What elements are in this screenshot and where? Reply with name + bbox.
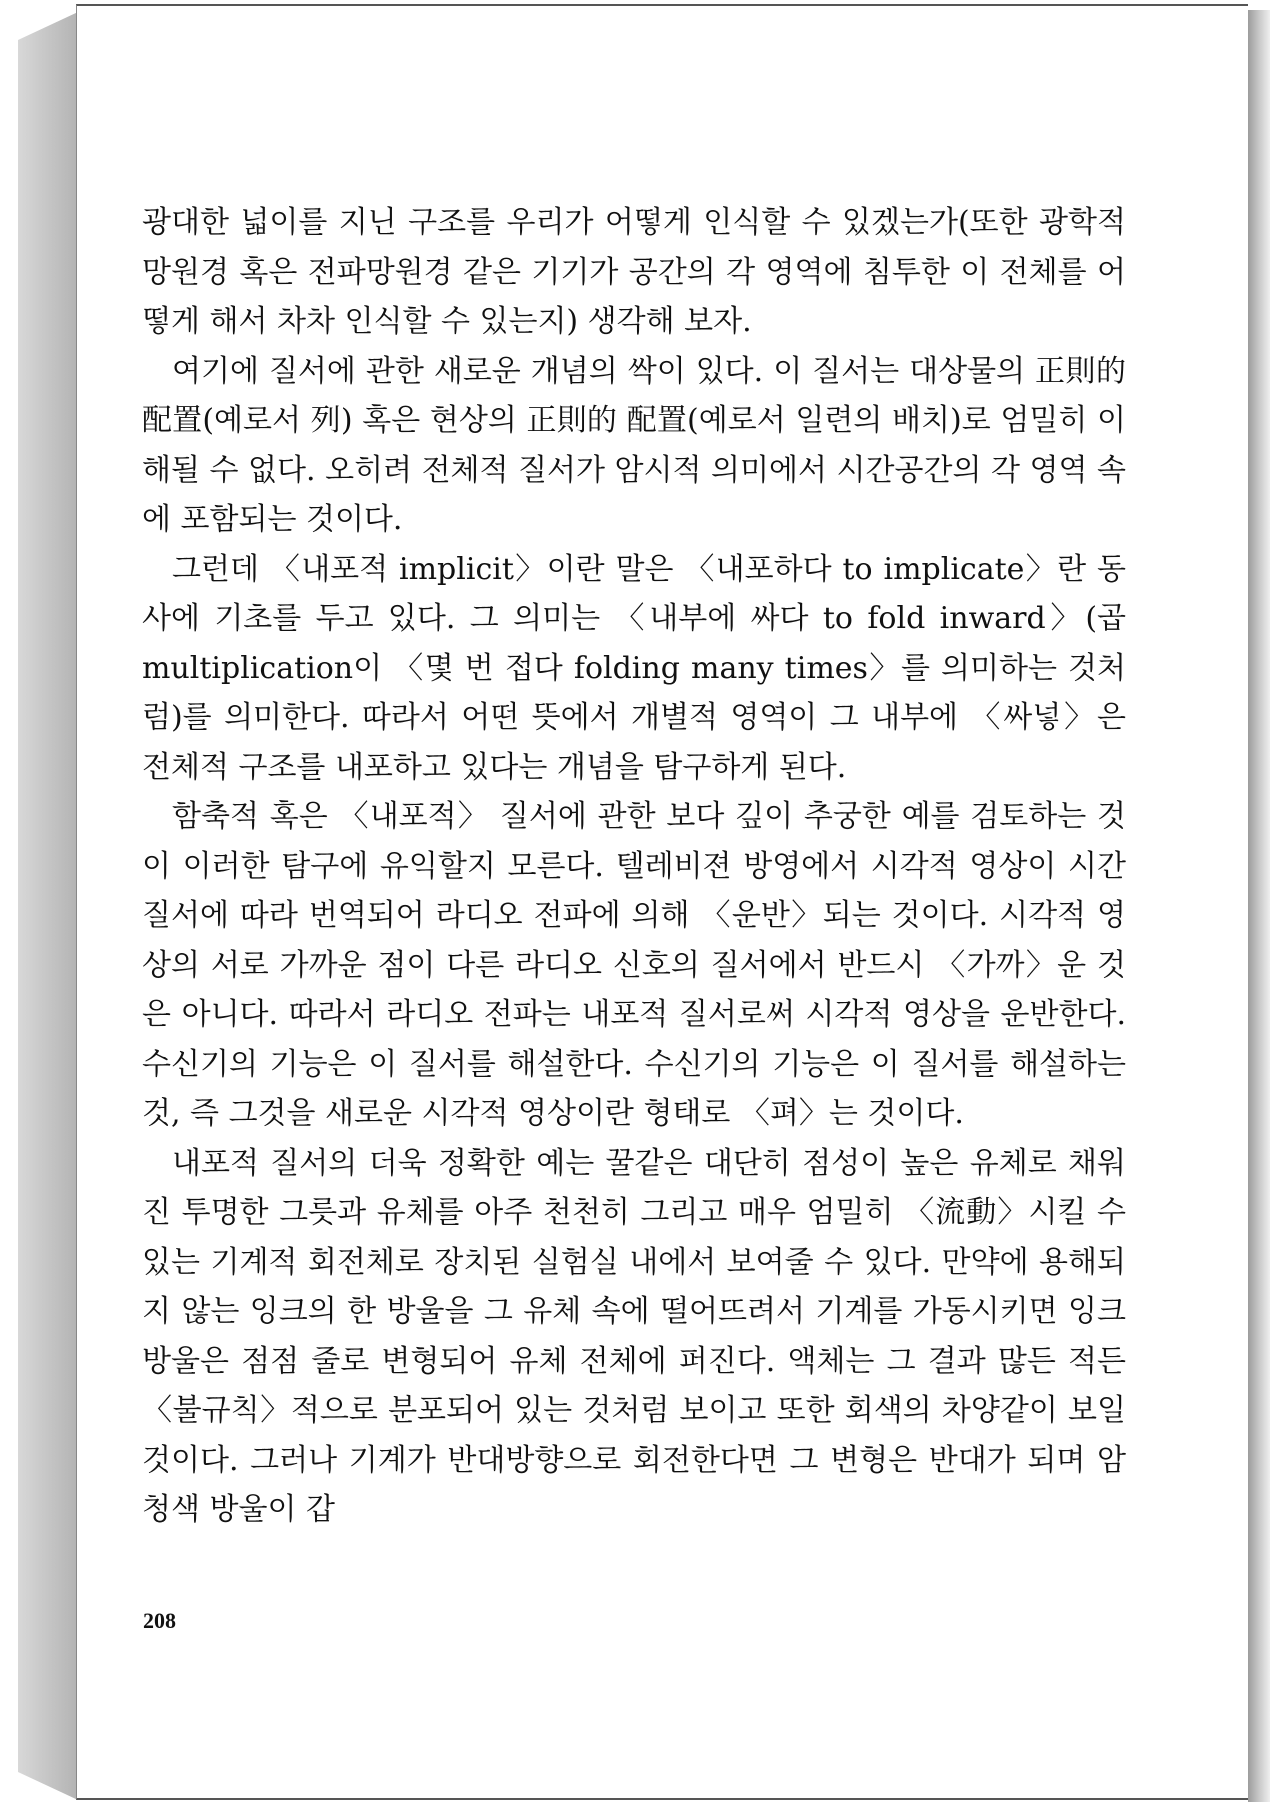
page-number: 208 [143, 1608, 176, 1633]
body-text [142, 198, 1126, 1535]
paragraph-2: 여기에 질서에 관한 새로운 개념의 싹이 있다. 이 질서는 대상물의 正則的 配置(예로서 列) 혹은 현상의 正則的 配置(예로서 일련의 배치)로 엄밀히 이해될 수 없다. 오히려 전체적 질서가 암시적 의미에서 시간공간의 각 영역 속에 포함되는 것이다. [142, 353, 1126, 537]
paragraph-1: 광대한 넓이를 지닌 구조를 우리가 어떻게 인식할 수 있겠는가(또한 광학적 망원경 혹은 전파망원경 같은 기기가 공간의 각 영역에 침투한 이 전체를 어떻게 해서 차차 인식할 수 있는지) 생각해 보자. [142, 205, 1126, 339]
book-page-edge [18, 12, 78, 1800]
paragraph-5: 내포적 질서의 더욱 정확한 예는 꿀같은 대단히 점성이 높은 유체로 채워진 투명한 그릇과 유체를 아주 천천히 그리고 매우 엄밀히 〈流動〉시킬 수 있는 기계적 회전체로 장치된 실험실 내에서 보여줄 수 있다. 만약에 용해되지 않는 잉크의 한 방울을 그 유체 속에 떨어뜨려서 기계를 가동시키면 잉크 방울은 점점 줄로 변형되어 유체 전체에 퍼진다. 액체는 그 결과 많든 적든 〈불규칙〉적으로 분포되어 있는 것처럼 보이고 또한 회색의 차양같이 보일 것이다. 그러나 기계가 반대방향으로 회전한다면 그 변형은 반대가 되며 암청색 방울이 갑 [142, 1145, 1126, 1527]
paragraph-3: 그런데 〈내포적 implicit〉이란 말은 〈내포하다 to implicate〉란 동사에 기초를 두고 있다. 그 의미는 〈내부에 싸다 to fold inward〉(곱 multiplication이 〈몇 번 접다 folding many times〉를 의미하는 것처럼)를 의미한다. 따라서 어떤 뜻에서 개별적 영역이 그 내부에 〈싸넣〉은 전체적 구조를 내포하고 있다는 개념을 탐구하게 된다. [142, 551, 1126, 785]
page-shadow [1248, 10, 1270, 1802]
paragraph-4: 함축적 혹은 〈내포적〉 질서에 관한 보다 깊이 추궁한 예를 검토하는 것이 이러한 탐구에 유익할지 모른다. 텔레비젼 방영에서 시각적 영상이 시간질서에 따라 번역되어 라디오 전파에 의해 〈운반〉되는 것이다. 시각적 영상의 서로 가까운 점이 다른 라디오 신호의 질서에서 반드시 〈가까〉운 것은 아니다. 따라서 라디오 전파는 내포적 질서로써 시각적 영상을 운반한다. 수신기의 기능은 이 질서를 해설한다. 수신기의 기능은 이 질서를 해설하는 것, 즉 그것을 새로운 시각적 영상이란 형태로 〈펴〉는 것이다. [142, 799, 1126, 1131]
